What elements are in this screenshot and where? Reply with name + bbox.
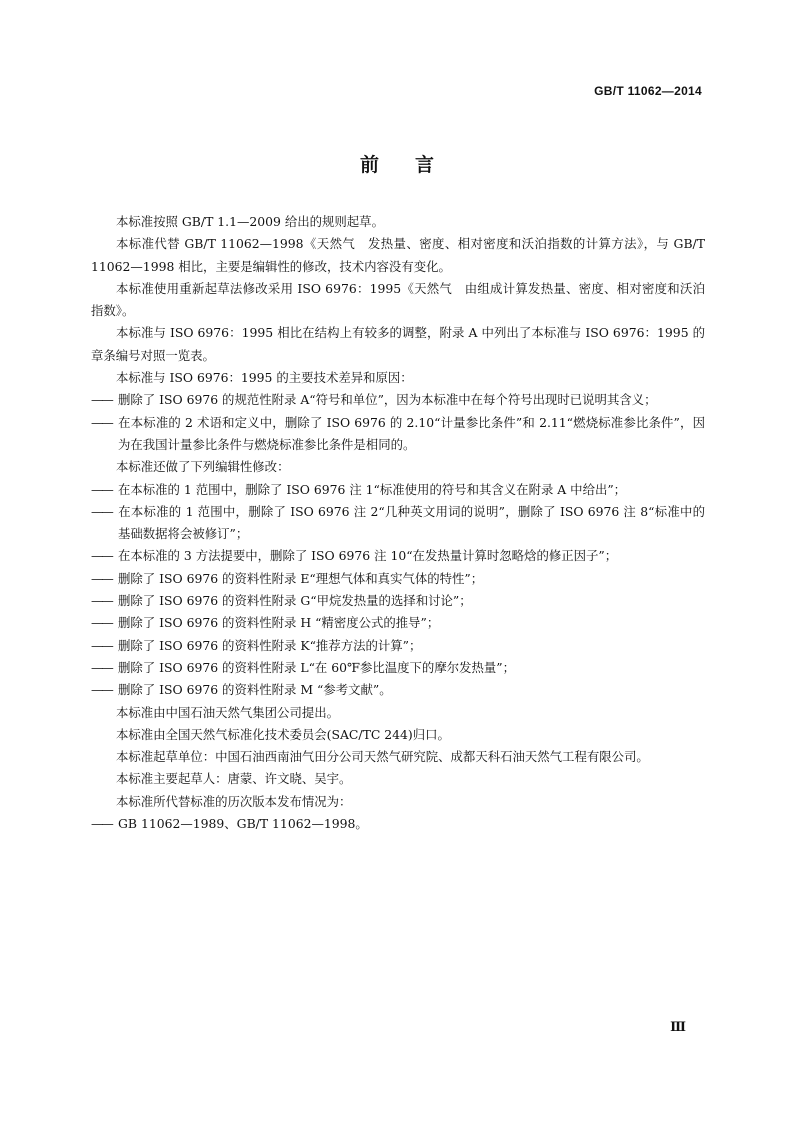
list-item-tech-diff [91, 412, 705, 457]
list-item-editorial [91, 657, 705, 679]
dash-mark: —— [91, 682, 112, 698]
list-item-editorial [91, 501, 705, 546]
list-item-editorial [91, 545, 705, 567]
list-item-tech-diff [91, 389, 705, 411]
dash-mark: —— [91, 392, 112, 408]
standard-code: GB/T 11062—2014 [594, 84, 702, 98]
paragraph-replaces: 本标准代替 GB/T 11062—1998《天然气 发热量、密度、相对密度和沃泊指数的计算方法》，与 GB/T 11062—1998 相比，主要是编辑性的修改，技术内容没有变化。 [91, 236, 705, 274]
list-item-text: 删除了 ISO 6976 的资料性附录 H “精密度公式的推导”； [118, 615, 440, 631]
paragraph-history-intro: 本标准所代替标准的历次版本发布情况为： [116, 793, 352, 809]
dash-mark: —— [91, 414, 112, 430]
list-item-text: 删除了 ISO 6976 的资料性附录 L“在 60℉参比温度下的摩尔发热量”； [118, 659, 516, 675]
page-number: Ⅲ [670, 1020, 686, 1035]
list-item-text: 在本标准的 2 术语和定义中，删除了 ISO 6976 的 2.10“计量参比条件”和 2.11“燃烧标准参比条件”，因为在我国计量参比条件与燃烧标准参比条件是相同的。 [118, 414, 705, 452]
list-item-text: 在本标准的 3 方法提要中，删除了 ISO 6976 注 10“在发热量计算时忽略焓的修正因子”； [118, 548, 618, 564]
dash-mark: —— [91, 570, 112, 586]
dash-mark: —— [91, 593, 112, 609]
paragraph-proposer: 本标准由中国石油天然气集团公司提出。 [116, 704, 340, 720]
dash-mark: —— [91, 816, 112, 832]
dash-mark: —— [91, 481, 112, 497]
list-item-editorial [91, 612, 705, 634]
paragraph-drafting-units: 本标准起草单位：中国石油西南油气田分公司天然气研究院、成都天科石油天然气工程有限公司。 [116, 749, 649, 765]
list-item-text: 删除了 ISO 6976 的规范性附录 A“符号和单位”，因为本标准中在每个符号出现时已说明其含义； [118, 392, 657, 408]
list-item-text: 删除了 ISO 6976 的资料性附录 E“理想气体和真实气体的特性”； [118, 570, 484, 586]
paragraph-adoption: 本标准使用重新起草法修改采用 ISO 6976：1995《天然气 由组成计算发热量、密度、相对密度和沃泊指数》。 [91, 280, 705, 319]
list-item-text: 删除了 ISO 6976 的资料性附录 K“推荐方法的计算”； [118, 637, 422, 653]
list-item-editorial [91, 635, 705, 657]
list-item-history [91, 813, 705, 835]
list-item-editorial [91, 679, 705, 701]
dash-mark: —— [91, 637, 112, 653]
foreword-body [91, 211, 705, 835]
list-item-editorial [91, 479, 705, 501]
paragraph-tech-diffs-intro: 本标准与 ISO 6976：1995 的主要技术差异和原因： [116, 370, 413, 386]
list-item-text: 在本标准的 1 范围中，删除了 ISO 6976 注 2“几种英文用词的说明”，删除了 ISO 6976 注 8“标准中的基础数据将会被修订”； [118, 503, 705, 542]
list-item-text: 删除了 ISO 6976 的资料性附录 G“甲烷发热量的选择和讨论”； [118, 593, 472, 609]
dash-mark: —— [91, 548, 112, 564]
paragraph-structure: 本标准与 ISO 6976：1995 相比在结构上有较多的调整，附录 A 中列出了本标准与 ISO 6976：1995 的章条编号对照一览表。 [91, 325, 705, 363]
list-item-text: 在本标准的 1 范围中，删除了 ISO 6976 注 1“标准使用的符号和其含义在附录 A 中给出”； [118, 481, 627, 497]
page-title: 前言 [359, 154, 470, 176]
paragraph-drafting-rules: 本标准按照 GB/T 1.1—2009 给出的规则起草。 [116, 214, 384, 229]
paragraph-editorial-intro: 本标准还做了下列编辑性修改： [116, 459, 290, 475]
list-item-text: 删除了 ISO 6976 的资料性附录 M “参考文献”。 [118, 682, 392, 698]
paragraph-committee: 本标准由全国天然气标准化技术委员会(SAC/TC 244)归口。 [116, 726, 450, 742]
dash-mark: —— [91, 659, 112, 675]
dash-mark: —— [91, 615, 112, 631]
list-item-editorial [91, 590, 705, 612]
list-item-editorial [91, 568, 705, 590]
dash-mark: —— [91, 503, 112, 519]
list-item-text: GB 11062—1989、GB/T 11062—1998。 [118, 816, 368, 832]
paragraph-drafters: 本标准主要起草人：唐蒙、许文晓、吴宇。 [116, 771, 352, 787]
